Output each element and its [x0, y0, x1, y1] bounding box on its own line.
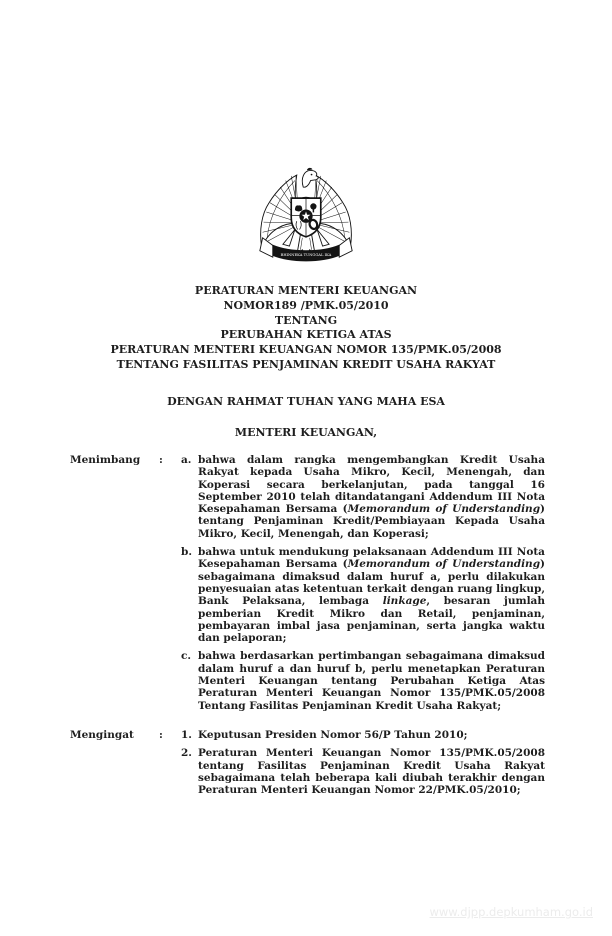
title-line: NOMOR189 /PMK.05/2010	[223, 298, 389, 312]
document-body	[70, 454, 545, 796]
garuda-head	[302, 170, 318, 187]
emblem-motto-text: BHINNEKA TUNGGAL IKA	[280, 252, 332, 257]
clause-text-segment: bahwa dalam rangka mengembangkan Kredit Usaha Rakyat kepada Usaha Mikro, Kecil, Menengah, dan Koperasi secara berkelanjutan, pada tanggal 16 September 2010 telah ditandatangani Addendum III Nota Kesepahaman Bersama (	[198, 454, 545, 516]
clause-item-text	[198, 729, 545, 741]
clause-text-segment: bahwa untuk mendukung pelaksanaan Addendum III Nota Kesepahaman Bersama (	[198, 546, 545, 571]
mengingat-section	[70, 729, 545, 796]
clause-item-text	[198, 454, 545, 540]
menimbang-section	[70, 454, 545, 712]
clause-item-text	[198, 747, 545, 796]
clause-text-segment: bahwa berdasarkan pertimbangan sebagaimana dimaksud dalam huruf a dan huruf b, perlu menetapkan Peraturan Menteri Keuangan tentang Perubahan Ketiga Atas Peraturan Menteri Keuangan Nomor 135/PMK.05/2008 Tentang Fasilitas Penjaminan Kredit Usaha Rakyat;	[198, 650, 545, 712]
title-line: PERATURAN MENTERI KEUANGAN	[194, 284, 418, 297]
title-line: TENTANG FASILITAS PENJAMINAN KREDIT USAHA RAKYAT	[116, 357, 496, 371]
title-line: TENTANG	[274, 313, 338, 327]
clause-item	[181, 650, 545, 711]
mengingat-label: Mengingat	[70, 728, 134, 741]
mengingat-colon: :	[159, 728, 163, 741]
clause-item	[181, 747, 545, 796]
title-line: PERUBAHAN KETIGA ATAS	[220, 328, 392, 342]
clause-item	[181, 454, 545, 540]
clause-item-marker: c.	[181, 650, 192, 663]
menimbang-colon: :	[159, 454, 163, 466]
menimbang-label: Menimbang	[70, 454, 141, 466]
clause-item-marker: 2.	[181, 747, 192, 760]
clause-text-segment: ) tentang Penjaminan Kredit/Pembiayaan Kepada Usaha Mikro, Kecil, Menengah, dan Koperasi;	[198, 503, 546, 540]
clause-text-italic-segment: linkage	[382, 595, 427, 608]
clause-item-marker: 1.	[181, 728, 192, 741]
clause-item-marker: a.	[181, 454, 192, 466]
clause-item	[181, 729, 545, 741]
watermark-url: www.djpp.depkumham.go.id	[429, 905, 593, 919]
document-title-block	[0, 284, 612, 373]
clause-text-segment: Peraturan Menteri Keuangan Nomor 135/PMK.05/2008 tentang Fasilitas Penjaminan Kredit Usaha Rakyat sebagaimana telah beberapa kali diubah terakhir dengan Peraturan Menteri Keuangan Nomor 22/PMK.05/2010;	[198, 747, 545, 797]
clause-text-italic-segment: Memorandum of Understanding	[347, 503, 541, 516]
clause-item-text	[198, 546, 545, 644]
clause-item-text	[198, 650, 545, 711]
menimbang-items	[181, 454, 545, 712]
authority-line: MENTERI KEUANGAN,	[234, 426, 378, 439]
clause-text-segment: Keputusan Presiden Nomor 56/P Tahun 2010;	[198, 728, 468, 741]
clause-text-segment: , besaran jumlah pemberian Kredit Mikro dan Retail, penjaminan, pembayaran imbal jasa penjaminan, serta jangka waktu dan pelaporan;	[198, 595, 545, 645]
clause-text-segment: ) sebagaimana dimaksud dalam huruf a, perlu dilakukan penyesuaian atas ketentuan terkait dengan ruang lingkup, Bank Pelaksana, lembaga	[198, 558, 546, 608]
clause-item-marker: b.	[181, 546, 192, 559]
garuda-pancasila-emblem	[258, 165, 354, 270]
clause-item	[181, 546, 545, 644]
mengingat-items	[181, 729, 545, 796]
title-line: PERATURAN MENTERI KEUANGAN NOMOR 135/PMK.05/2008	[110, 343, 502, 357]
clause-text-italic-segment: Memorandum of Understanding	[347, 558, 541, 571]
invocation-line: DENGAN RAHMAT TUHAN YANG MAHA ESA	[167, 395, 445, 408]
